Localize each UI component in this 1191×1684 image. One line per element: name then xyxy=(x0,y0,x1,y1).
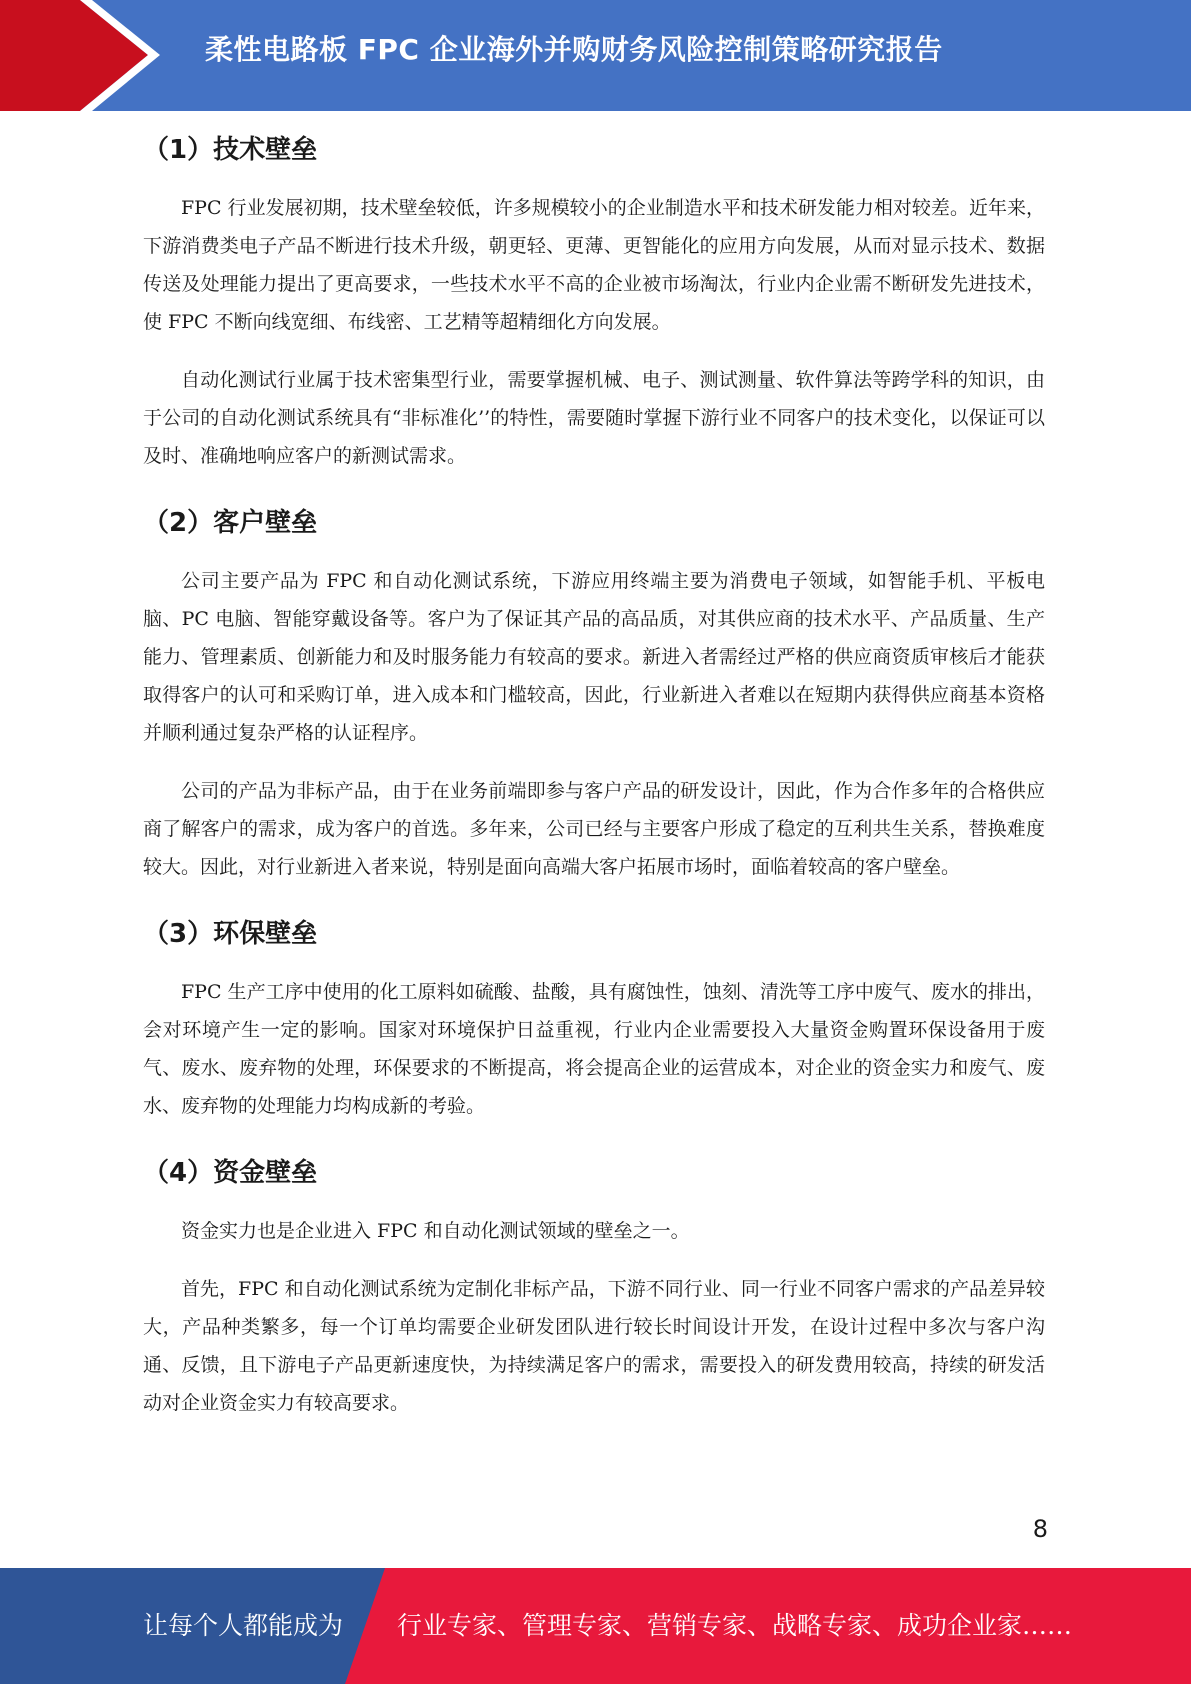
section-environmental-barrier xyxy=(143,906,1045,1125)
page-header xyxy=(0,0,1191,111)
page-footer xyxy=(0,1568,1191,1684)
section-technology-barrier xyxy=(143,122,1045,475)
section-heading: （2）客户壁垒 xyxy=(143,508,318,538)
main-content xyxy=(143,122,1045,1442)
paragraph: 首先，FPC 和自动化测试系统为定制化非标产品，下游不同行业、同一行业不同客户需求的产品差异较大，产品种类繁多，每一个订单均需要企业研发团队进行较长时间设计开发，在设计过程中多次与客户沟通、反馈，且下游电子产品更新速度快，为持续满足客户的需求，需要投入的研发费用较高，持续的研发活动对企业资金实力有较高要求。 xyxy=(143,1278,1045,1414)
section-heading: （1）技术壁垒 xyxy=(143,135,318,165)
footer-slogan-right: 行业专家、管理专家、营销专家、战略专家、成功企业家…… xyxy=(397,1611,1073,1640)
section-capital-barrier xyxy=(143,1145,1045,1422)
section-heading: （3）环保壁垒 xyxy=(143,919,318,949)
paragraph: 公司主要产品为 FPC 和自动化测试系统，下游应用终端主要为消费电子领域，如智能手机、平板电脑、PC 电脑、智能穿戴设备等。客户为了保证其产品的高品质，对其供应商的技术水平、产品质量、生产能力、管理素质、创新能力和及时服务能力有较高的要求。新进入者需经过严格的供应商资质审核后才能获取得客户的认可和采购订单，进入成本和门槛较高，因此，行业新进入者难以在短期内获得供应商基本资格并顺利通过复杂严格的认证程序。 xyxy=(143,570,1045,744)
section-heading: （4）资金壁垒 xyxy=(143,1158,318,1188)
paragraph: FPC 行业发展初期，技术壁垒较低，许多规模较小的企业制造水平和技术研发能力相对较差。近年来，下游消费类电子产品不断进行技术升级，朝更轻、更薄、更智能化的应用方向发展，从而对显示技术、数据传送及处理能力提出了更高要求，一些技术水平不高的企业被市场淘汰，行业内企业需不断研发先进技术，使 FPC 不断向线宽细、布线密、工艺精等超精细化方向发展。 xyxy=(143,197,1045,333)
paragraph: 自动化测试行业属于技术密集型行业，需要掌握机械、电子、测试测量、软件算法等跨学科的知识，由于公司的自动化测试系统具有“非标准化’’的特性，需要随时掌握下游行业不同客户的技术变化，以保证可以及时、准确地响应客户的新测试需求。 xyxy=(143,369,1045,467)
page-number: 8 xyxy=(1032,1515,1048,1543)
red-chevron xyxy=(0,0,148,111)
section-customer-barrier xyxy=(143,495,1045,886)
footer-slogan-left: 让每个人都能成为 xyxy=(143,1611,344,1640)
paragraph: 资金实力也是企业进入 FPC 和自动化测试领域的壁垒之一。 xyxy=(181,1220,690,1242)
document-title: 柔性电路板 FPC 企业海外并购财务风险控制策略研究报告 xyxy=(205,33,943,66)
paragraph: FPC 生产工序中使用的化工原料如硫酸、盐酸，具有腐蚀性，蚀刻、清洗等工序中废气、废水的排出，会对环境产生一定的影响。国家对环境保护日益重视，行业内企业需要投入大量资金购置环保设备用于废气、废水、废弃物的处理，环保要求的不断提高，将会提高企业的运营成本，对企业的资金实力和废气、废水、废弃物的处理能力均构成新的考验。 xyxy=(143,981,1045,1117)
paragraph: 公司的产品为非标产品，由于在业务前端即参与客户产品的研发设计，因此，作为合作多年的合格供应商了解客户的需求，成为客户的首选。多年来，公司已经与主要客户形成了稳定的互利共生关系，替换难度较大。因此，对行业新进入者来说，特别是面向高端大客户拓展市场时，面临着较高的客户壁垒。 xyxy=(143,780,1045,878)
